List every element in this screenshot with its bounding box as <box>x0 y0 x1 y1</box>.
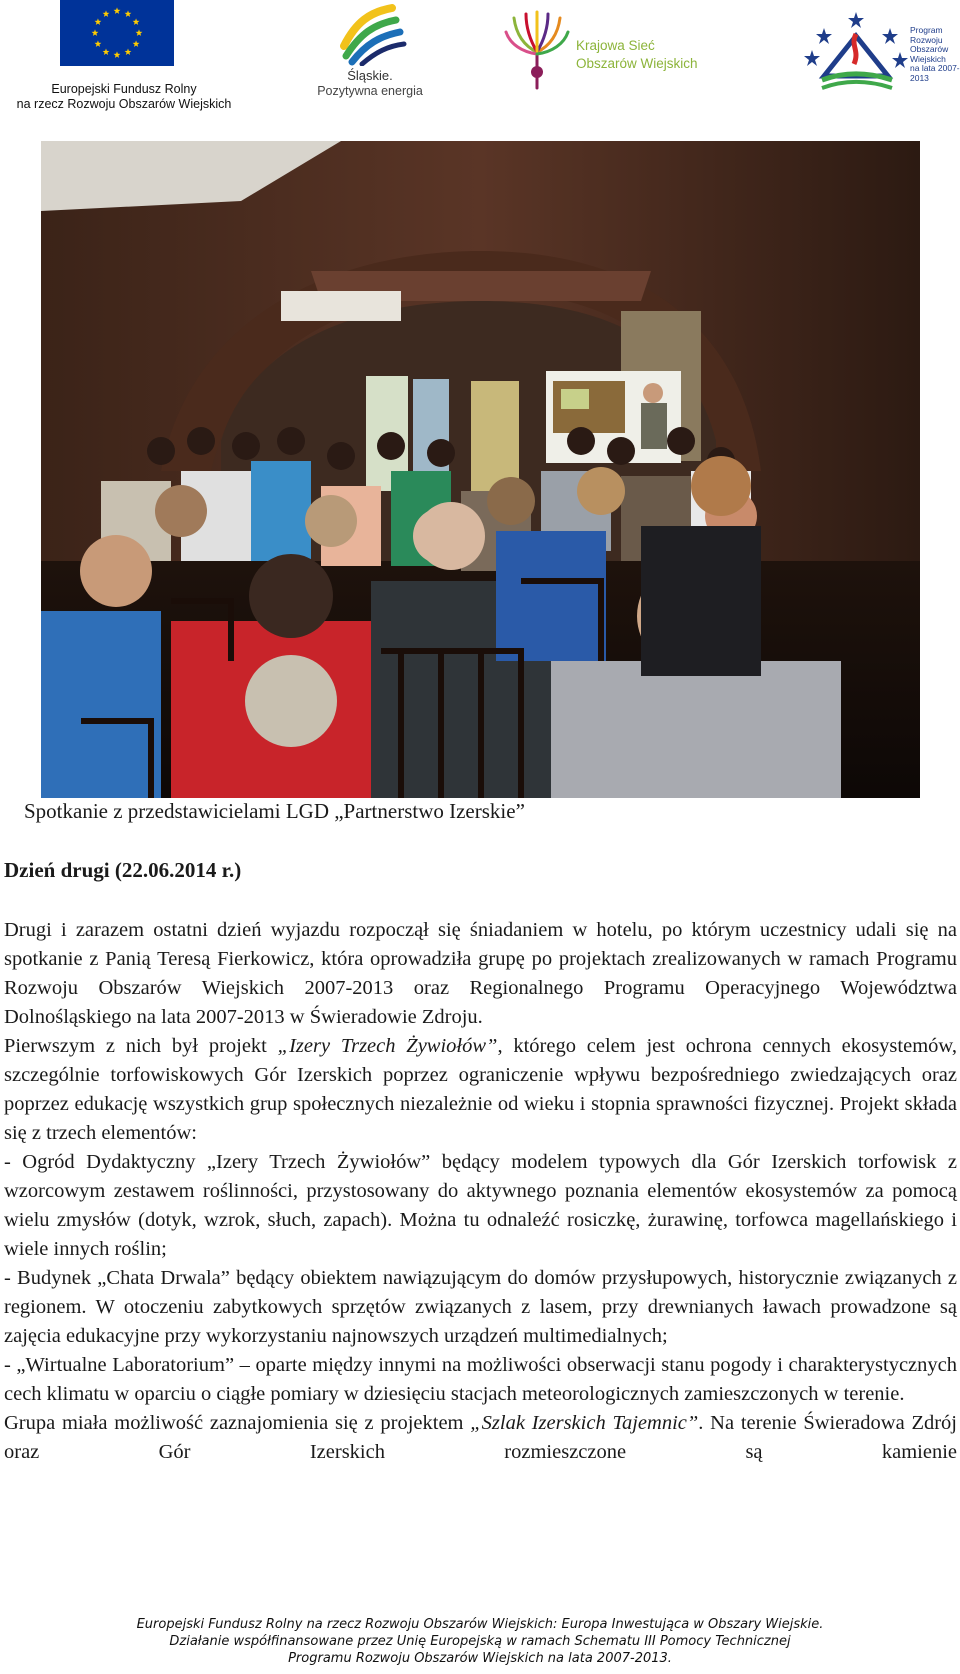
meeting-photo <box>41 141 920 798</box>
paragraph-laboratorium: - „Wirtualne Laboratorium” – oparte między innymi na możliwości obserwacji stanu pogody i charakterystycznych cech klimatu w oparciu o ciągłe pomiary w dziesięciu stacjach meteorologicznych zamieszczonych w terenie. <box>4 1354 957 1405</box>
footer-line1: Europejski Fundusz Rolny na rzecz Rozwoju Obszarów Wiejskich: Europa Inwestująca w Obszary Wiejskie. <box>136 1617 824 1632</box>
p2-lead: Pierwszym z nich był projekt <box>4 1035 278 1057</box>
prow-logo <box>804 6 960 94</box>
paragraph-chata: - Budynek „Chata Drwala” będący obiektem nawiązującym do domów przysłupowych, historycznie związanych z regionem. W otoczeniu zabytkowych sprzętów związanych z lasem, przy drewnianych ławach prowadzone są zajęcia edukacyjne przy wykorzystaniu najnowszych urządzeń multimedialnych; <box>4 1267 957 1347</box>
ksow-logo <box>502 10 722 90</box>
p6-rest: . Na terenie Świeradowa Zdrój oraz Gór Izerskich rozmieszczone są kamienie <box>4 1412 957 1463</box>
slaskie-slogan: Pozytywna energia <box>317 84 423 98</box>
prow-line3: Obszarów <box>910 44 949 54</box>
eu-caption-line2: na rzecz Rozwoju Obszarów Wiejskich <box>16 97 232 111</box>
meeting-photo-illustration <box>41 141 920 798</box>
ksow-line2: Obszarów Wiejskich <box>576 56 698 71</box>
slaskie-name: Śląskie. <box>347 68 393 83</box>
paragraph-ogrod: - Ogród Dydaktyczny „Izery Trzech Żywiołów” będący modelem typowych dla Gór Izerskich torfowisk z wzorcowym zestawem roślinności, przystosowany do aktywnego poznania elementów ekosystemów za pomocą wielu zmysłów (dotyk, wzrok, słuch, zapach). Można tu odnaleźć rosiczkę, żurawinę, torfowca magellańskiego i wiele innych roślin; <box>4 1151 957 1260</box>
header-logos <box>0 0 960 120</box>
p6-lead: Grupa miała możliwość zaznajomienia się z projektem <box>4 1412 471 1434</box>
footer-line2: Działanie współfinansowane przez Unię Europejską w ramach Schematu III Pomocy Technicznej <box>169 1634 791 1649</box>
prow-text <box>910 26 960 83</box>
slaskie-waves-icon <box>300 2 440 66</box>
prow-line5: na lata 2007-2013 <box>910 63 960 83</box>
p2-rest: , którego celem jest ochrona cennych ekosystemów, szczególnie torfowiskowych Gór Izerskich poprzez ograniczenie wpływu bezpośredniego zwiedzających oraz poprzez edukację wszystkich grup społecznych niezależnie od wieku i stopnia sprawności fizycznej. Projekt składa się z trzech elementów: <box>4 1035 957 1144</box>
photo-caption: Spotkanie z przedstawicielami LGD „Partnerstwo Izerskie” <box>24 799 525 823</box>
paragraph-intro: Drugi i zarazem ostatni dzień wyjazdu rozpoczął się śniadaniem w hotelu, po którym uczestnicy udali się na spotkanie z Panią Teresą Fierkowicz, która oprowadziła grupę po projektach zrealizowanych w ramach Programu Rozwoju Obszarów Wiejskich 2007-2013 oraz Regionalnego Programu Operacyjnego Województwa Dolnośląskiego na lata 2007-2013 w Świeradowie Zdroju. <box>4 919 957 1028</box>
eu-caption <box>4 82 244 112</box>
page-footer <box>0 1616 960 1667</box>
project-title-szlak: „Szlak Izerskich Tajemnic” <box>470 1412 699 1434</box>
prow-line4: Wiejskich <box>910 53 946 64</box>
prow-line2: Rozwoju <box>910 34 943 45</box>
prow-line1: Program <box>910 25 943 35</box>
paragraph-szlak <box>4 1409 957 1467</box>
ksow-line1: Krajowa Sieć <box>576 38 655 53</box>
paragraph-project-izery <box>4 1032 957 1148</box>
eu-flag-icon <box>60 0 174 66</box>
ksow-tree-icon <box>502 10 572 90</box>
day-heading: Dzień drugi (22.06.2014 r.) <box>4 858 242 882</box>
project-title-izery: „Izery Trzech Żywiołów” <box>277 1035 498 1057</box>
prow-stars-house-icon <box>804 6 908 94</box>
eu-caption-line1: Europejski Fundusz Rolny <box>51 82 197 96</box>
slaskie-logo <box>300 2 440 102</box>
article-body <box>4 916 957 1467</box>
eu-logo-block <box>4 0 244 118</box>
footer-line3: Programu Rozwoju Obszarów Wiejskich na lata 2007-2013. <box>288 1651 672 1666</box>
